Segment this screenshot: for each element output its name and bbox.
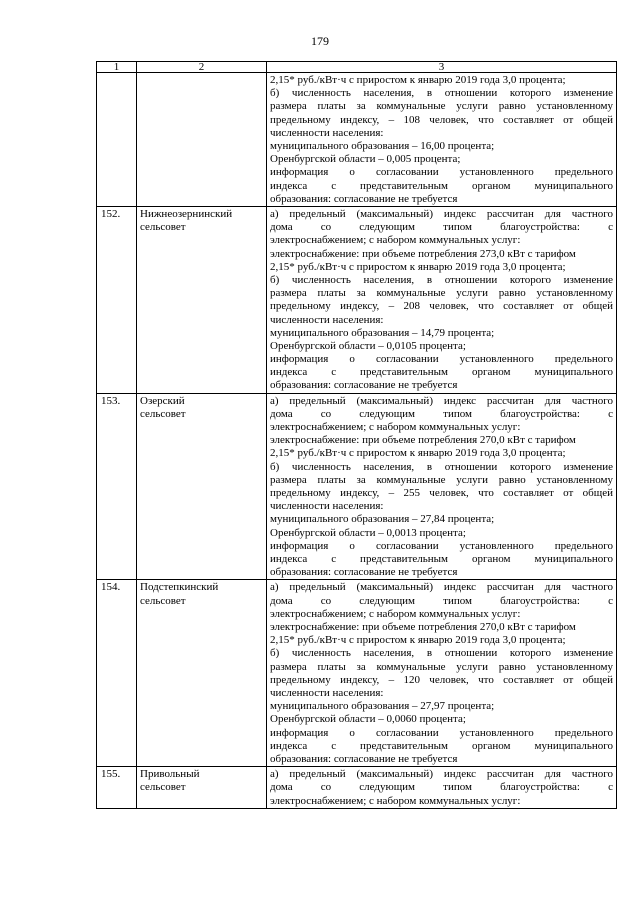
tariff-index-table [96,61,617,809]
description-line: информация о согласовании установленного предельного [270,726,613,739]
description-line: Оренбургской области – 0,0105 процента; [270,339,466,352]
table-header [97,62,617,73]
description-line: дома со следующим типом благоустройства: с [270,781,613,794]
description-line: индекса с представительным органом муниципального [270,366,613,379]
description-line: электроснабжение: при объеме потребления 273,0 кВт с тарифом [270,247,576,260]
description-line: муниципального образования – 16,00 процента; [270,139,495,152]
description-line: электроснабжением; с набором коммунальных услуг: [270,607,521,620]
description-line: электроснабжение: при объеме потребления 270,0 кВт с тарифом [270,434,576,447]
description-line: 2,15* руб./кВт·ч с приростом к январю 2019 года 3,0 процента; [270,260,566,273]
column-header: 3 [267,62,617,73]
table-row [97,580,617,767]
municipality-name [137,206,267,393]
municipality-name-line: сельсовет [140,594,186,607]
row-number [97,73,137,207]
column-header: 1 [97,62,137,73]
description-line: Оренбургской области – 0,005 процента; [270,153,461,166]
municipality-name-line: сельсовет [140,407,186,420]
description-line: дома со следующим типом благоустройства: с [270,407,613,420]
description-line: б) численность населения, в отношении которого изменение [270,87,613,100]
municipality-name-line: Озерский [140,394,185,407]
description-line: размера платы за коммунальные услуги равно установленному [270,100,613,113]
description-line: образования: согласование не требуется [270,566,458,579]
municipality-name [137,393,267,580]
description-line: 2,15* руб./кВт·ч с приростом к январю 2019 года 3,0 процента; [270,447,566,460]
description-line: дома со следующим типом благоустройства: с [270,594,613,607]
description-line: информация о согласовании установленного предельного [270,166,613,179]
table-row [97,73,617,207]
description-line: электроснабжением; с набором коммунальных услуг: [270,421,521,434]
description-line: численности населения: [270,686,384,699]
description-line: численности населения: [270,500,384,513]
description-line: муниципального образования – 14,79 процента; [270,326,495,339]
description-line: предельному индексу, – 108 человек, что составляет от общей [270,113,613,126]
index-description [267,393,617,580]
description-line: Оренбургской области – 0,0013 процента; [270,526,466,539]
description-line: предельному индексу, – 255 человек, что составляет от общей [270,487,613,500]
municipality-name [137,580,267,767]
municipality-name-line: Подстепкинский [140,581,219,594]
table-row [97,393,617,580]
description-line: образования: согласование не требуется [270,379,458,392]
row-number: 154. [97,580,137,767]
page-number: 179 [311,34,329,48]
index-description [267,580,617,767]
description-line: информация о согласовании установленного предельного [270,353,613,366]
description-line: дома со следующим типом благоустройства: с [270,221,613,234]
municipality-name-line: Нижнеозернинский [140,207,233,220]
description-line: численности населения: [270,126,384,139]
description-line: 2,15* руб./кВт·ч с приростом к январю 2019 года 3,0 процента; [270,634,566,647]
index-description [267,767,617,809]
description-line: размера платы за коммунальные услуги равно установленному [270,287,613,300]
description-line: электроснабжением; с набором коммунальных услуг: [270,234,521,247]
description-line: муниципального образования – 27,97 процента; [270,700,495,713]
description-line: образования: согласование не требуется [270,752,458,765]
municipality-name-line: Привольный [140,768,200,781]
index-description [267,73,617,207]
municipality-name-line: сельсовет [140,781,186,794]
row-number: 153. [97,393,137,580]
table-row [97,206,617,393]
description-line: индекса с представительным органом муниципального [270,739,613,752]
description-line: а) предельный (максимальный) индекс рассчитан для частного [270,394,613,407]
description-line: б) численность населения, в отношении которого изменение [270,460,613,473]
description-line: а) предельный (максимальный) индекс рассчитан для частного [270,207,613,220]
row-number: 152. [97,206,137,393]
municipality-name-line: сельсовет [140,221,186,234]
column-header: 2 [137,62,267,73]
description-line: численности населения: [270,313,384,326]
description-line: б) численность населения, в отношении которого изменение [270,273,613,286]
description-line: а) предельный (максимальный) индекс рассчитан для частного [270,768,613,781]
table-row [97,767,617,809]
description-line: предельному индексу, – 208 человек, что составляет от общей [270,300,613,313]
description-line: индекса с представительным органом муниципального [270,179,613,192]
description-line: индекса с представительным органом муниципального [270,553,613,566]
description-line: муниципального образования – 27,84 процента; [270,513,495,526]
index-description [267,206,617,393]
description-line: образования: согласование не требуется [270,192,458,205]
municipality-name [137,73,267,207]
description-line: б) численность населения, в отношении которого изменение [270,647,613,660]
table-body [97,73,617,809]
description-line: 2,15* руб./кВт·ч с приростом к январю 2019 года 3,0 процента; [270,74,566,86]
description-line: информация о согласовании установленного предельного [270,539,613,552]
description-line: Оренбургской области – 0,0060 процента; [270,713,466,726]
description-line: размера платы за коммунальные услуги равно установленному [270,473,613,486]
description-line: электроснабжение: при объеме потребления 270,0 кВт с тарифом [270,621,576,633]
description-line: предельному индексу, – 120 человек, что составляет от общей [270,673,613,686]
description-line: размера платы за коммунальные услуги равно установленному [270,660,613,673]
row-number: 155. [97,767,137,809]
municipality-name [137,767,267,809]
description-line: электроснабжением; с набором коммунальных услуг: [270,794,521,807]
description-line: а) предельный (максимальный) индекс рассчитан для частного [270,581,613,594]
